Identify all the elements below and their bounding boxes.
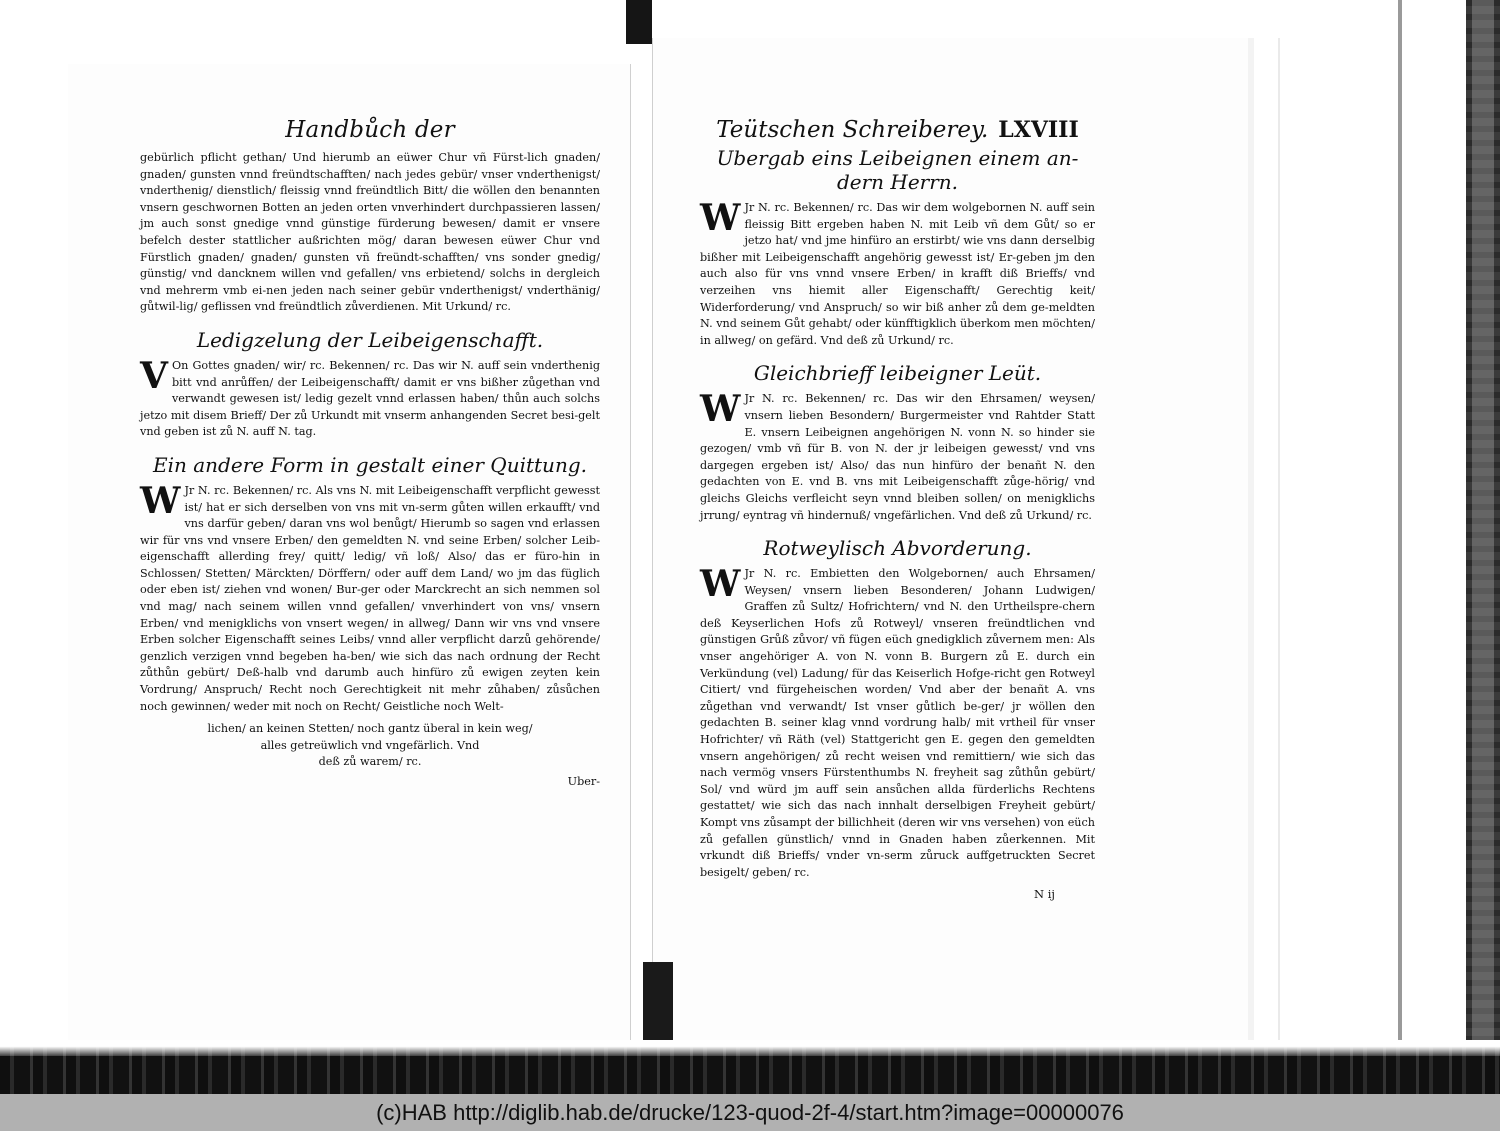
- left-running-head: Handbůch der: [285, 117, 455, 143]
- copyright-footer: [0, 1094, 1500, 1131]
- signature-mark: N ij: [1034, 887, 1055, 902]
- left-intro-paragraph: gebürlich pflicht gethan/ Und hierumb an eüwer Chur vñ Fürst-lich gnaden/ gnaden/ gunsten vnnd freündtschafften/ nach jedes gebür/ vnser vnderthenigst/ vnderthenig/ dienstlich/ fleissig vnnd freündtlich Bitt/ die wöllen den benannten vnsern geschwornen Botten an jeden orten vnverhindert durchpassieren lassen/ jm auch sonst gnedige vnnd günstige fürderung bewesen/ damit er vnsere befelch dester stattlicher außrichten mög/ daran bewesen eüwer Chur vnd Fürstlich gnaden/ gnaden/ gunsten vñ freündt-schafften/ vns sonder gnedig/ günstig/ vnd dancknem willen vnd gefallen/ vns erbietend/ solchs in dergleich vnd mehrerm vmb ei-nen jeden nach seiner gebür vnderthenigst/ vnderthänig/ gůtwil-lig/ geflissen vnd freündtlich zůverdienen. Mit Urkund/ rc.: [140, 151, 600, 314]
- section-text-ubergab: [700, 197, 1095, 349]
- tail-line: deß zů warem/ rc.: [318, 755, 422, 769]
- section-text-ledigzelung: [140, 354, 600, 441]
- section-body: On Gottes gnaden/ wir/ rc. Bekennen/ rc. Das wir N. auff sein vnderthenig bitt vnd anrůffen/ der Leibeigenschafft/ damit er vns bißher zůgethan vnd verwandt gewesen ist/ ledig gezelt vnnd erlassen haben/ thůn auch solchs jetzo mit disem Brieff/ Der zů Urkundt mit vnserm anhangenden Secret besi-gelt vnd geben ist zů N. auff N. tag.: [140, 358, 600, 439]
- drop-cap: W: [700, 197, 741, 239]
- binding-top-shadow: [626, 0, 652, 44]
- right-running-head: Teütschen Schreiberey.: [716, 117, 989, 143]
- section-title-ledigzelung: Ledigzelung der Leibeigenschafft.: [196, 327, 544, 352]
- section-body: Jr N. rc. Bekennen/ rc. Das wir dem wolgebornen N. auff sein fleissig Bitt ergeben haben N. mit Leib vñ dem Gůt/ so er jetzo hat/ vnd jme hinfüro an erstirbt/ wie vns dann derselbig bißher mit Leibeigenschafft angehörig gewesst ist/ Er-geben jm den auch also für vns vnnd vnsere Erben/ in krafft diß Brieffs/ vnd verzeihen vns hiemit aller Eigenschafft/ Gerechtig keit/ Widerforderung/ vnd Anspruch/ so wir biß anher zů dem ge-meldten N. vnd seinem Gůt gehabt/ oder künfftigklich überkom men möchten/ in allweg/ on gefärd. Vnd deß zů Urkund/ rc.: [700, 201, 1095, 347]
- section-title-gleichbrieff: Gleichbrieff leibeigner Leüt.: [753, 361, 1042, 386]
- scan-bottom-strip: [0, 1040, 1500, 1094]
- tail-line: lichen/ an keinen Stetten/ noch gantz überal in kein weg/: [207, 722, 533, 736]
- drop-cap: W: [700, 563, 741, 606]
- section-text-gleichbrieff: [700, 388, 1095, 524]
- section-text-quittung: [140, 479, 600, 715]
- right-text-column: [700, 116, 1095, 901]
- footer-credit-link[interactable]: (c)HAB http://diglib.hab.de/drucke/123-quod-2f-4/start.htm?image=00000076: [376, 1100, 1124, 1125]
- drop-cap: W: [140, 479, 181, 522]
- tail-line: alles getreüwlich vnd vngefärlich. Vnd: [260, 738, 480, 752]
- section-title-quittung: Ein andere Form in gestalt einer Quittung.: [153, 452, 587, 477]
- section-text-rotweylisch: [700, 563, 1095, 881]
- page-edge-stack: [1248, 38, 1398, 1050]
- catchword: Uber-: [567, 775, 600, 788]
- left-text-column: [140, 116, 600, 788]
- scan-frame-line: [1398, 0, 1402, 1040]
- section-body: Jr N. rc. Bekennen/ rc. Das wir den Ehrsamen/ weysen/ vnsern lieben Besondern/ Burgermeister vnd Rahtder Statt E. vnsern Leibeignen angehörigen N. vonn N. so hinder sie gezogen/ vmb vñ für B. von N. der jr leibeigen gewesst/ vnd vns dargegen ergeben ist/ Also/ das nun hinfüro der benañt N. den gedachten von E. vnd B. vns mit Leibeigenschafft zůge-hörig/ vnd gleichs Gleichs verfleicht seyn vnnd bleiben sollen/ on menigklichs jrrung/ eyntrag vñ hindernuß/ vngefärlichen. Vnd deß zů Urkund/ rc.: [700, 392, 1095, 522]
- binding-bottom-shadow: [643, 962, 673, 1052]
- right-running-head-row: [700, 116, 1095, 144]
- scan-frame-bar: [1466, 0, 1500, 1050]
- folio-number: LXVIII: [998, 117, 1079, 143]
- section-title-ubergab: Ubergab eins Leibeignen einem an-dern Herrn.: [716, 146, 1079, 194]
- drop-cap: V: [140, 354, 168, 397]
- section-title-rotweylisch: Rotweylisch Abvorderung.: [763, 536, 1032, 561]
- drop-cap: W: [700, 388, 741, 431]
- section-body: Jr N. rc. Bekennen/ rc. Als vns N. mit Leibeigenschafft verpflicht gewesst ist/ hat er sich derselben von vns mit vn-serm gůten willen erkaufft/ vnd vns darfür geben/ daran vns wol benůgt/ Hierumb so sagen vnd erlassen wir für vns vnd vnsere Erben/ den gemeldten N. vnd seine Erben/ solcher Leib-eigenschafft allerding frey/ quitt/ ledig/ vñ loß/ Also/ das er füro-hin in Schlossen/ Stetten/ Märckten/ Dörffern/ oder auff dem Land/ wo jm das füglich oder eben ist/ ziehen vnd wonen/ Bur-ger oder Marckrecht an sich nemmen sol vnd mag/ nach seinem willen vnnd gefallen/ vnverhindert von vns/ vnsern Erben/ vnd menigklichs von vnsert wegen/ in allweg/ Dann wir vns vnd vnsere Erben solcher Eigenschafft seines Leibs/ vnnd aller verpflicht darzů gehörende/ genzlich verzigen vnnd begeben ha-ben/ wie sich das nach ordnung der Recht zůthůn gebürt/ Deß-halb vnd darumb auch hinfüro zů ewigen zeyten kein Vordrung/ Anspruch/ Recht noch Gerechtigkeit nit mehr zůhaben/ zůsůchen noch gewinnen/ weder mit noch on Recht/ Geistliche noch Welt-: [140, 483, 600, 713]
- section-body: Jr N. rc. Embietten den Wolgebornen/ auch Ehrsamen/ Weysen/ vnsern lieben Besonderen/ Johann Ludwigen/ Graffen zů Sultz/ Hofrichtern/ vnd N. den Urtheilspre-chern deß Keyserlichen Hofs zů Rotweyl/ vnseren freündtlichen vnd günstigen Grůß zůvor/ vñ fügen eüch gnedigklich zůvernem men: Als vnser angehöriger A. von N. vonn B. Burgern zů E. durch ein Verkündung (vel) Ladung/ für das Keiserlich Hofge-richt gen Rotweyl Citiert/ vnd fürgeheischen worden/ Vnd aber der benañt A. vns zůgethan vnd verwandt/ Ist vnser gůtlich be-ger/ jr wöllen den gedachten B. seiner klag vnnd vordrung halb/ mit vrtheil für vnser Hofrichter/ vñ Räth (vel) Stattgericht gen E. gegen den gemeldten vnsern angehörigen/ zů recht weisen vnd remittiern/ wie sich das nach vermög vnsers Fürstenthumbs N. freyheit sag zůthůn gebürt/ Sol/ vnd würd jm auff sein ansůchen allda fürderlichs Rechtens gestattet/ wie sich das nach innhalt derselbigen Freyheit gebürt/ Kompt vns zůsampt der billichheit (deren wir vns versehen) von eüch zů gefallen günstlich/ vnnd in Gnaden haben zůerkennen. Mit vrkundt diß Brieffs/ vnder vn-serm zůruck auffgetruckten Secret besigelt/ geben/ rc.: [700, 567, 1095, 879]
